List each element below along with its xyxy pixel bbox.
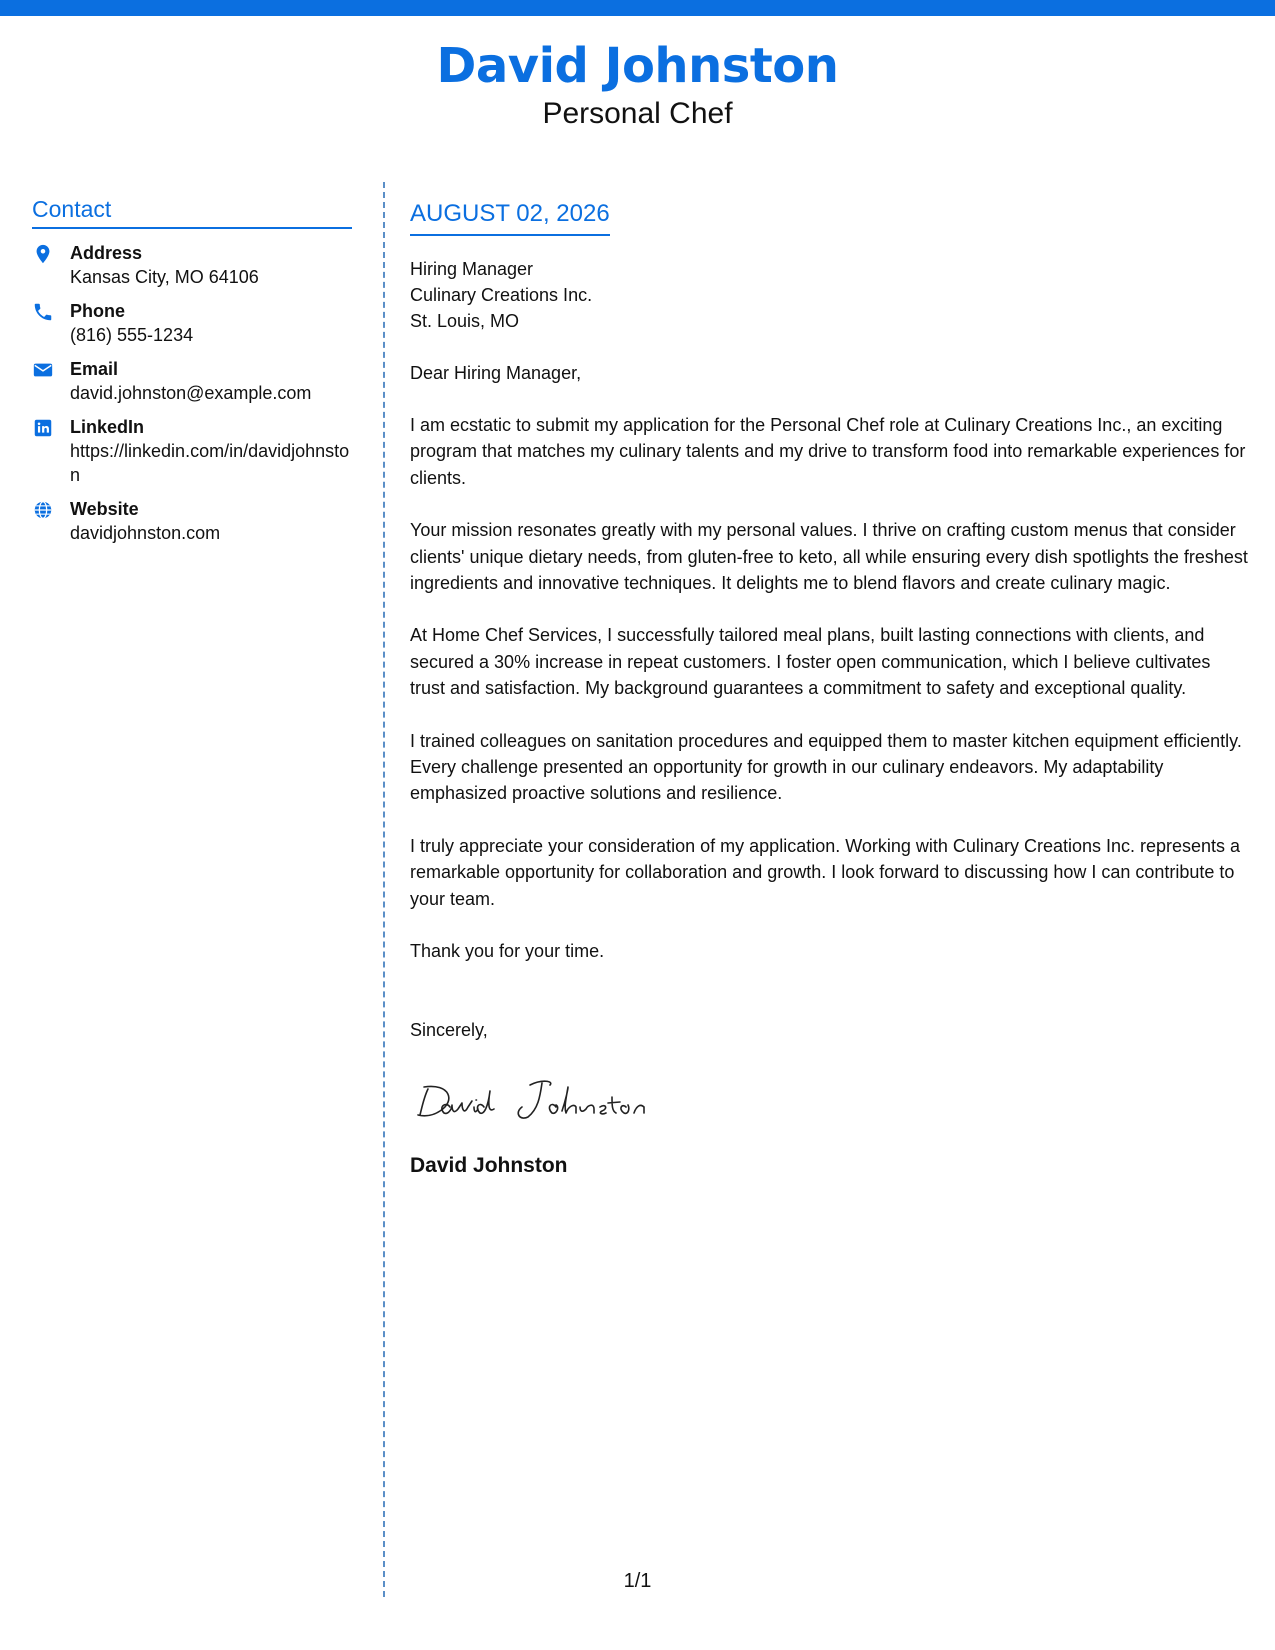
contact-label-phone: Phone	[70, 301, 126, 321]
linkedin-icon	[32, 417, 54, 439]
applicant-title: Personal Chef	[542, 96, 733, 130]
contact-value-website[interactable]: davidjohnston.com	[70, 523, 221, 543]
page-number: 1/1	[623, 1570, 652, 1592]
recipient-block	[410, 256, 1250, 334]
column-divider	[383, 182, 385, 1597]
recipient-line: Culinary Creations Inc.	[410, 285, 593, 305]
letter-greeting: Dear Hiring Manager,	[410, 363, 582, 383]
contact-item-website	[32, 497, 352, 545]
recipient-line: Hiring Manager	[410, 259, 534, 279]
contact-value-phone: (816) 555-1234	[70, 325, 194, 345]
contact-item-address	[32, 241, 352, 289]
contact-label-address: Address	[70, 243, 143, 263]
contact-label-website: Website	[70, 499, 139, 519]
map-pin-icon	[32, 243, 54, 265]
top-accent-bar	[0, 0, 1275, 16]
page-header	[0, 40, 1275, 131]
contact-value-email[interactable]: david.johnston@example.com	[70, 383, 312, 403]
contact-item-linkedin	[32, 415, 352, 487]
recipient-line: St. Louis, MO	[410, 311, 520, 331]
contact-item-phone	[32, 299, 352, 347]
envelope-icon	[32, 359, 54, 381]
letter-paragraph: I am ecstatic to submit my application for the Personal Chef role at Culinary Creations Inc., an exciting program that matches my culinary talents and my drive to transform food into remarkable experiences for clients.	[410, 415, 1246, 488]
contact-sidebar	[32, 196, 352, 555]
contact-value-linkedin[interactable]: https://linkedin.com/in/davidjohnston	[70, 441, 350, 485]
phone-icon	[32, 301, 54, 323]
letter-paragraph: At Home Chef Services, I successfully tailored meal plans, built lasting connections with clients, and secured a 30% increase in repeat customers. I foster open communication, which I believe cultivates trust and satisfaction. My background guarantees a commitment to safety and exceptional quality.	[410, 625, 1211, 699]
contact-label-linkedin: LinkedIn	[70, 417, 145, 437]
letter-paragraph: I trained colleagues on sanitation procedures and equipped them to master kitchen equipment efficiently. Every challenge presented an opportunity for growth in our culinary endeavors. My adaptability emphasized proactive solutions and resilience.	[410, 730, 1242, 804]
letter-date: AUGUST 02, 2026	[410, 200, 610, 236]
handwritten-signature	[410, 1067, 670, 1127]
contact-value-address: Kansas City, MO 64106	[70, 267, 259, 287]
applicant-name: David Johnston	[436, 38, 839, 94]
contact-item-email	[32, 357, 352, 405]
contact-label-email: Email	[70, 359, 119, 379]
globe-icon	[32, 499, 54, 521]
signer-name: David Johnston	[410, 1153, 568, 1177]
contact-list	[32, 241, 352, 545]
letter-closing: Sincerely,	[410, 1019, 488, 1040]
letter-body	[410, 200, 1250, 1178]
letter-paragraph: I truly appreciate your consideration of my application. Working with Culinary Creations Inc. represents a remarkable opportunity for collaboration and growth. I look forward to discussing how I can contribute to your team.	[410, 835, 1241, 909]
contact-heading: Contact	[32, 196, 352, 229]
letter-paragraph: Thank you for your time.	[410, 941, 605, 962]
letter-paragraph: Your mission resonates greatly with my personal values. I thrive on crafting custom menus that consider clients' unique dietary needs, from gluten-free to keto, all while ensuring every dish spotlights the freshest ingredients and innovative techniques. It delights me to blend flavors and create culinary magic.	[410, 520, 1248, 594]
